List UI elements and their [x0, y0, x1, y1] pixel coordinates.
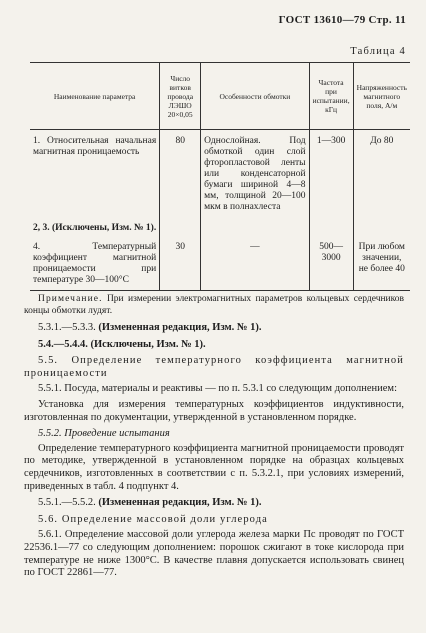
row1-frequency: 1—300: [309, 130, 353, 216]
col-header-frequency: Частота при испытании, кГц: [309, 63, 353, 130]
clause-5-4-excluded: 5.4.—5.4.4. (Исключены, Изм. № 1).: [38, 338, 206, 350]
row4-name: 4. Температурный коэффициент магнитной проницаемости при температуре 30—100°С: [30, 236, 160, 291]
section-5-6-heading: 5.6. Определение массовой доли углерода: [38, 513, 268, 525]
table-note: [24, 294, 404, 317]
col-header-parameter: Наименование параметра: [30, 63, 160, 130]
page-header: ГОСТ 13610—79 Стр. 11: [278, 14, 406, 26]
col-header-turns: Число витков провода ЛЭШО 20×0,05: [160, 63, 201, 130]
col-header-field: Напряженность магнитного поля, А/м: [353, 63, 410, 130]
table-header-row: [30, 63, 410, 130]
clause-amendment: (Измененная редакция, Изм. № 1).: [98, 497, 262, 509]
row2-excluded: 2, 3. (Исключены, Изм. № 1).: [33, 223, 157, 233]
clause-5-5-2-text: Определение температурного коэффициента магнитной проницаемости проводят по методике, утвержденной в установленном порядке на образцах кольцевых сердечников, изготовленных в соответствии с п. 5.3.2.1, при условиях измерений, приведенных в табл. 4 подпункт 4.: [24, 442, 404, 492]
row1-name: 1. Относительная начальная магнитная проницаемость: [33, 136, 157, 157]
clause-5-5-1-amended: [24, 497, 404, 510]
row4-features: —: [201, 236, 309, 291]
table-row: [30, 130, 410, 216]
note-label: Примечание.: [38, 294, 103, 304]
clause-5-6-1: 5.6.1. Определение массовой доли углерода железа марки Пс проводят по ГОСТ 22536.1—77 со следующим дополнением: порошок сжигают в токе кислорода при температуре не ниже 1300°С. В качестве плавня допускается использовать свинец по ГОСТ 22861—77.: [24, 529, 404, 579]
clause-number: 5.3.1.—5.3.3.: [38, 322, 96, 333]
row1-features: Однослойная. Под обмоткой один слой фторопластовой ленты или конденсаторной бумаги шириной 4—8 мм, толщиной 20—100 мкм в полнахлеста: [201, 130, 309, 216]
table-caption: Таблица 4: [350, 46, 406, 57]
clause-5-5-2-heading: 5.5.2. Проведение испытания: [38, 428, 170, 440]
document-body: [24, 294, 404, 580]
clause-amendment: (Измененная редакция, Изм. № 1).: [98, 322, 262, 333]
row4-field: При любом значении, не более 40: [353, 236, 410, 291]
table-row: [30, 236, 410, 291]
row1-field: До 80: [353, 130, 410, 216]
section-5-5-heading: 5.5. Определение температурного коэффициента магнитной проницаемости: [24, 355, 404, 379]
clause-number: 5.5.1.—5.5.2.: [38, 497, 96, 509]
col-header-features: Особенности обмотки: [201, 63, 309, 130]
row4-turns: 30: [160, 236, 201, 291]
table-4: [30, 62, 410, 291]
row4-frequency: 500—3000: [309, 236, 353, 291]
clause-5-5-1: 5.5.1. Посуда, материалы и реактивы — по п. 5.3.1 со следующим дополнением:: [38, 383, 397, 395]
note-text: При измерении электромагнитных параметров кольцевых сердечников концы обмотки лудят.: [24, 294, 405, 316]
row1-turns: 80: [160, 130, 201, 216]
clause-5-3-1-amended: [24, 322, 404, 335]
table-row: [30, 215, 410, 236]
equipment-paragraph: Установка для измерения температурных коэффициентов индуктивности, изготовленная по документации, утвержденной в установленном порядке.: [24, 398, 404, 423]
